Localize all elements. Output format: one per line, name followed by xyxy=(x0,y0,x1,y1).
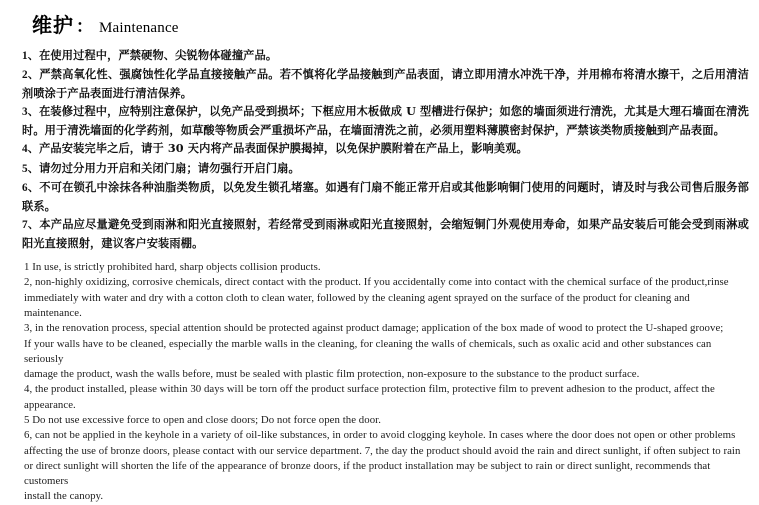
list-item-text: 本产品应尽量避免受到雨淋和阳光直接照射，若经常受到雨淋或阳光直接照射，会缩短铜门外观使用寿命，如果产品安装后可能会受到雨淋或阳光直接照射，建议客户安装雨棚。 xyxy=(22,216,749,250)
list-item-text: 请勿过分用力开启和关闭门扇；请勿强行开启门扇。 xyxy=(39,160,300,175)
list-item-number: 4、 xyxy=(22,143,40,156)
english-line: damage the product, wash the walls before, must be sealed with plastic film protection, non-exposure to the substance to the product surface. xyxy=(24,368,640,381)
english-line: or direct sunlight will shorten the life of the appearance of bronze doors, if the product installation may be subject to rain or direct sunlight, recommends that customers xyxy=(24,459,714,488)
english-line: immediately with water and dry with a cotton cloth to clean water, followed by the cleaning agent sprayed on the surface of the product for cleaning and maintenance. xyxy=(24,291,693,319)
list-item-number: 3、 xyxy=(22,106,40,119)
english-line: 2, non-highly oxidizing, corrosive chemicals, direct contact with the product. If you accidentally come into contact with the chemical surface of the product,rinse xyxy=(24,276,729,289)
english-line: 1 In use, is strictly prohibited hard, sharp objects collision products. xyxy=(24,261,321,274)
list-item-number: 1、 xyxy=(22,50,40,62)
list-item-number: 5、 xyxy=(22,162,40,175)
list-item xyxy=(22,65,749,102)
english-line: affecting the use of bronze doors, please contact with our service department. 7, the day the product should avoid the rain and direct sunlight, if often subject to rain xyxy=(24,444,741,457)
english-line: If your walls have to be cleaned, especially the marble walls in the cleaning, for cleaning the walls of chemicals, such as oxalic acid and other substances can seriously xyxy=(24,337,715,365)
page-title xyxy=(10,0,753,37)
page-title-colon: ： xyxy=(76,17,93,36)
english-line: 5 Do not use excessive force to open and close doors; Do not force open the door. xyxy=(24,414,381,426)
list-item-text: 在装修过程中，应特别注意保护，以免产品受到损坏；下框应用木板做成 U 型槽进行保护；如您的墙面须进行清洗，尤其是大理石墙面在清洗时。用于清洗墙面的化学药剂，如草酸等物质会严重损坏产品，在墙面清洗之前，必须用塑料薄膜密封保护，严禁该类物质接触到产品表面。 xyxy=(22,104,749,138)
list-item-number: 7、 xyxy=(22,218,40,231)
page-title-chinese: 维护 xyxy=(32,13,74,37)
list-item xyxy=(22,178,749,215)
english-line: 4, the product installed, please within 30 days will be torn off the product surface protection film, protective film to prevent adhesion to the product, affect the appearance. xyxy=(24,383,718,411)
chinese-instruction-list xyxy=(10,46,753,252)
list-item xyxy=(22,159,749,178)
list-item-number: 2、 xyxy=(22,69,40,82)
list-item-text: 严禁高氧化性、强腐蚀性化学品直接接触产品。若不慎将化学品接触到产品表面，请立即用清水冲洗干净，并用棉布将清水擦干，之后用清洁剂喷涂于产品表面进行清洁保养。 xyxy=(22,67,749,101)
list-item xyxy=(22,215,749,252)
list-item-text: 不可在锁孔中涂抹各种油脂类物质，以免发生锁孔堵塞。如遇有门扇不能正常开启或其他影响铜门使用的问题时，请及时与我公司售后服务部联系。 xyxy=(22,179,749,213)
english-translation-block xyxy=(10,260,753,505)
list-item xyxy=(22,46,749,65)
list-item-text: 在使用过程中，严禁硬物、尖锐物体碰撞产品。 xyxy=(39,48,278,62)
list-item xyxy=(22,102,749,139)
list-item-number: 6、 xyxy=(22,181,40,194)
english-line: 3, in the renovation process, special attention should be protected against product damage; application of the box made of wood to protect the U-shaped groove; xyxy=(24,322,724,335)
english-line: 6, can not be applied in the keyhole in a variety of oil-like substances, in order to avoid clogging keyhole. In cases where the door does not open or other problems xyxy=(24,429,736,442)
list-item-text: 产品安装完毕之后，请于 30 天内将产品表面保护膜揭掉，以免保护膜附着在产品上，影响美观。 xyxy=(39,141,528,156)
english-line: install the canopy. xyxy=(24,490,104,503)
page-title-english: Maintenance xyxy=(99,20,179,36)
list-item xyxy=(22,139,749,158)
